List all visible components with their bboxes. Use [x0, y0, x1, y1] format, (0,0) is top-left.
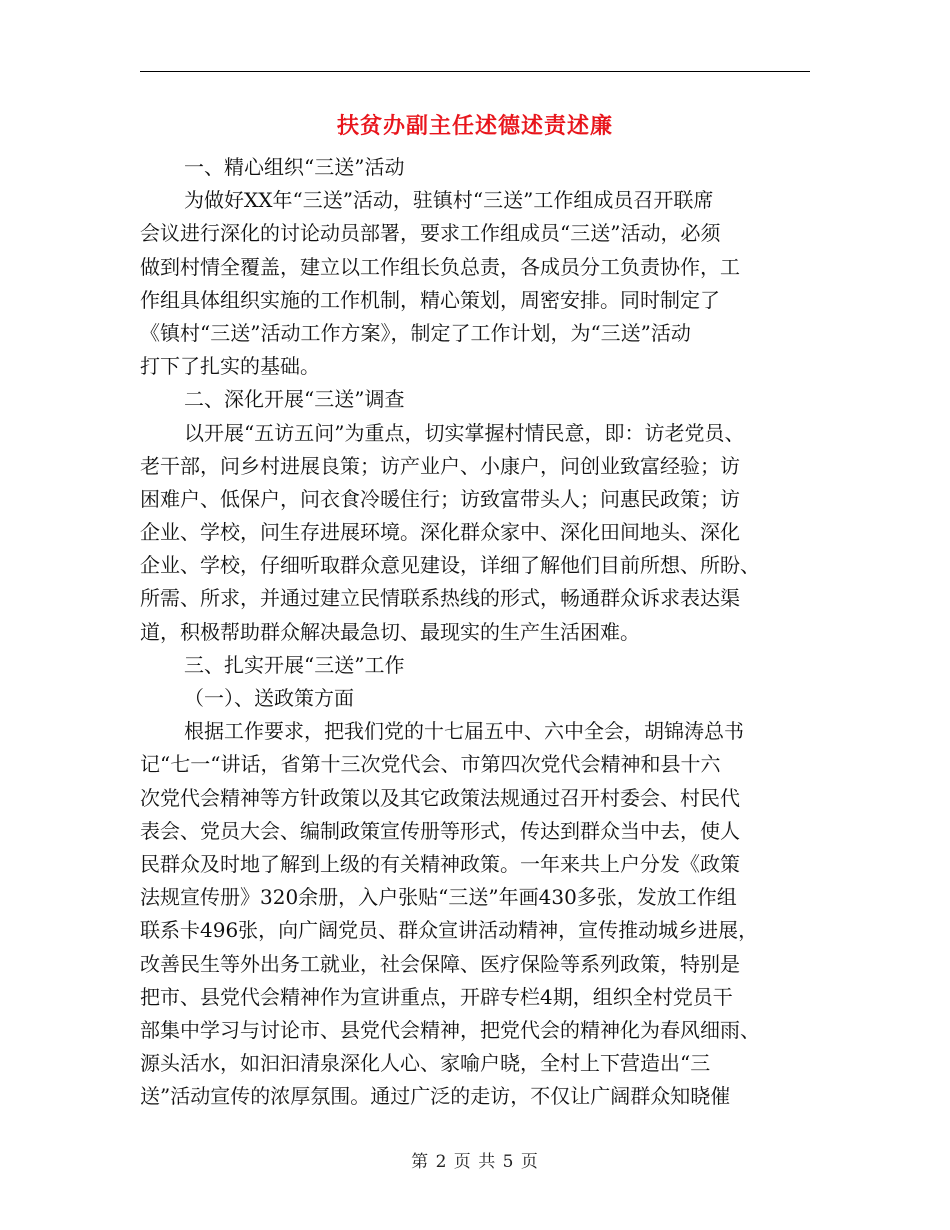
text-line: 一、精心组织“三送”活动 — [184, 155, 405, 179]
document-body — [140, 151, 810, 1113]
text-line: 所需、所求，并通过建立民情联系热线的形式，畅通群众诉求表达渠 — [140, 586, 740, 611]
text-line: 企业、学校，问生存进展环境。深化群众家中、深化田间地头、深化 — [140, 520, 740, 545]
text-line: 道，积极帮助群众解决最急切、最现实的生产生活困难。 — [140, 619, 640, 644]
text-line: 记“七一“讲话，省第十三次党代会、市第四次党代会精神和县十六 — [140, 752, 721, 777]
text-line: 会议进行深化的讨论动员部署，要求工作组成员“三送”活动，必须 — [140, 221, 721, 246]
text-line: 送”活动宣传的浓厚氛围。通过广泛的走访，不仅让广阔群众知晓催 — [140, 1084, 731, 1109]
text-line: （一）、送政策方面 — [184, 686, 354, 710]
text-line: 做到村情全覆盖，建立以工作组长负总责，各成员分工负责协作，工 — [140, 254, 740, 279]
text-line: 根据工作要求，把我们党的十七届五中、六中全会，胡锦涛总书 — [184, 719, 744, 744]
text-line: 部集中学习与讨论市、县党代会精神，把党代会的精神化为春风细雨、 — [140, 1017, 760, 1042]
text-line: 二、深化开展“三送”调查 — [184, 387, 405, 412]
text-line: 企业、学校，仔细听取群众意见建设，详细了解他们目前所想、所盼、 — [140, 553, 760, 578]
text-line: 表会、党员大会、编制政策宣传册等形式，传达到群众当中去，使人 — [140, 818, 740, 843]
text-line: 次党代会精神等方针政策以及其它政策法规通过召开村委会、村民代 — [140, 785, 740, 810]
text-line: 三、扎实开展“三送”工作 — [184, 652, 405, 677]
text-line: 法规宣传册》320余册，入户张贴“三送”年画430多张，发放工作组 — [140, 885, 737, 910]
text-line: 把市、县党代会精神作为宣讲重点，开辟专栏4期，组织全村党员干 — [140, 984, 733, 1009]
text-line: 《镇村“三送”活动工作方案》，制定了工作计划，为“三送”活动 — [140, 320, 691, 345]
text-line: 联系卡496张，向广阔党员、群众宣讲活动精神，宣传推动城乡进展， — [140, 918, 759, 943]
text-line: 以开展“五访五问”为重点，切实掌握村情民意，即：访老党员、 — [184, 420, 745, 445]
text-line: 民群众及时地了解到上级的有关精神政策。一年来共上户分发《政策 — [140, 851, 740, 876]
text-line: 作组具体组织实施的工作机制，精心策划，周密安排。同时制定了 — [140, 287, 720, 312]
text-line: 源头活水，如汩汩清泉深化人心、家喻户晓，全村上下营造出“三 — [140, 1051, 711, 1076]
text-line: 改善民生等外出务工就业，社会保障、医疗保险等系列政策，特别是 — [140, 951, 740, 976]
page-footer: 第 2 页 共 5 页 — [411, 1152, 539, 1172]
text-line: 老干部，问乡村进展良策；访产业户、小康户，问创业致富经验；访 — [140, 453, 740, 478]
header-rule — [140, 71, 810, 72]
document-title: 扶贫办副主任述德述责述廉 — [336, 113, 613, 139]
text-line: 为做好XX年“三送”活动，驻镇村“三送”工作组成员召开联席 — [184, 188, 714, 213]
text-line: 打下了扎实的基础。 — [140, 354, 320, 379]
text-line: 困难户、低保户，问衣食冷暖住行；访致富带头人；问惠民政策；访 — [140, 486, 740, 511]
